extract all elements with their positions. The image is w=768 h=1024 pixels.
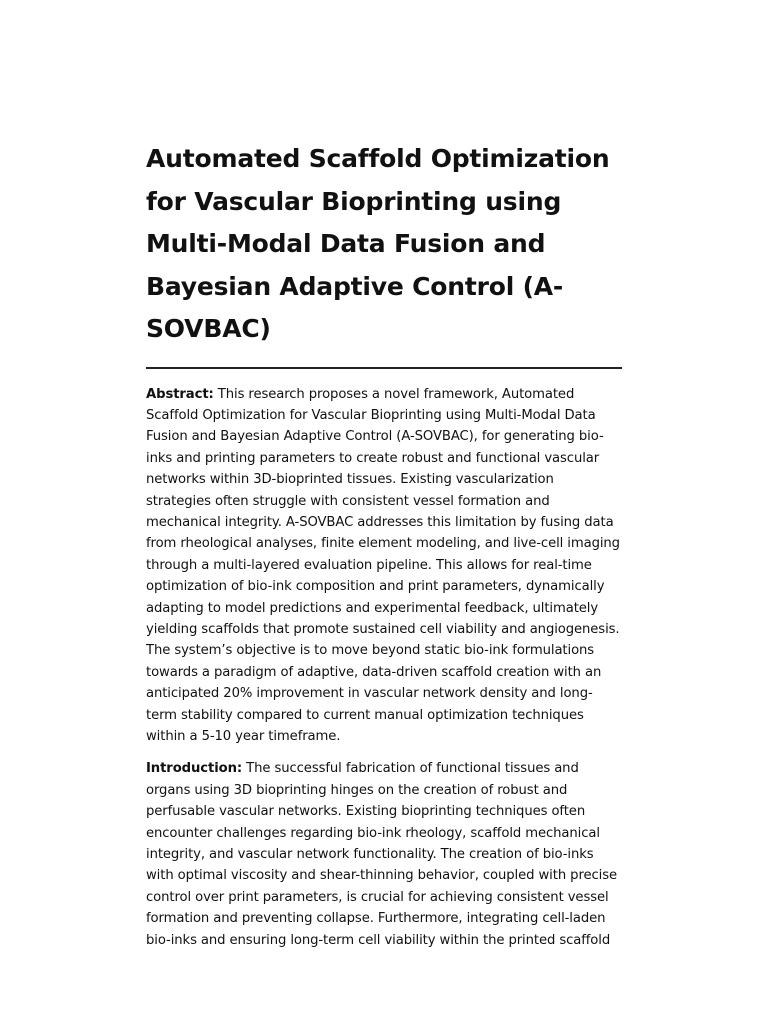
abstract-text: This research proposes a novel framework, Automated Scaffold Optimization for Vascular Bioprinting using Multi-Modal Data Fusion and Bayesian Adaptive Control (A-SOVBAC), for generating bio-inks and printing parameters to create robust and functional vascular networks within 3D-bioprinted tissues. Existing vascularization strategies often struggle with consistent vessel formation and mechanical integrity. A-SOVBAC addresses this limitation by fusing data from rheological analyses, finite element modeling, and live-cell imaging through a multi-layered evaluation pipeline. This allows for real-time optimization of bio-ink composition and print parameters, dynamically adapting to model predictions and experimental feedback, ultimately yielding scaffolds that promote sustained cell viability and angiogenesis. The system’s objective is to move beyond static bio-ink formulations towards a paradigm of adaptive, data-driven scaffold creation with an anticipated 20% improvement in vascular network density and long-term stability compared to current manual optimization techniques within a 5-10 year timeframe. [146,386,620,744]
introduction-label: Introduction: [146,761,243,777]
introduction-paragraph [146,758,622,951]
paper-page [146,138,622,951]
abstract-label: Abstract: [146,386,214,402]
abstract-paragraph [146,384,622,748]
title-divider [146,367,622,369]
paper-title: Automated Scaffold Optimization for Vascular Bioprinting using Multi-Modal Data Fusion and Bayesian Adaptive Control (A-SOVBAC) [146,144,610,343]
introduction-text: The successful fabrication of functional tissues and organs using 3D bioprinting hinges on the creation of robust and perfusable vascular networks. Existing bioprinting techniques often encounter challenges regarding bio-ink rheology, scaffold mechanical integrity, and vascular network functionality. The creation of bio-inks with optimal viscosity and shear-thinning behavior, coupled with precise control over print parameters, is crucial for achieving consistent vessel formation and preventing collapse. Furthermore, integrating cell-laden bio-inks and ensuring long-term cell viability within the printed scaffold [146,761,617,948]
